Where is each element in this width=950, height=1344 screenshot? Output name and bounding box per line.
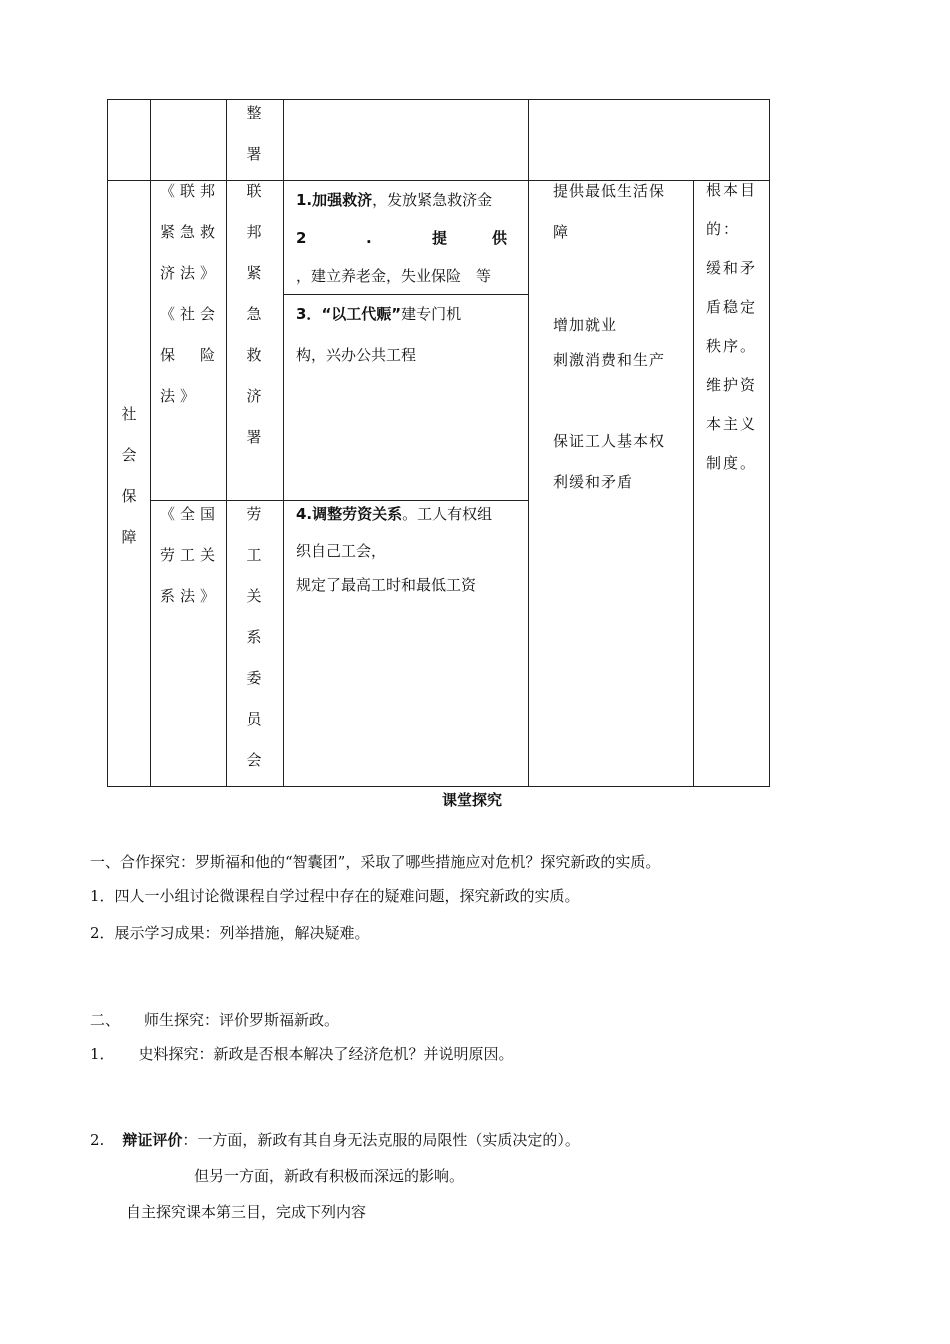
law-line: 保 险 bbox=[160, 346, 221, 364]
agency-char: 关 bbox=[246, 587, 262, 605]
measure-cell-4 bbox=[296, 494, 521, 602]
paragraph-number: 1． bbox=[90, 1045, 115, 1063]
table-border-right bbox=[769, 99, 770, 787]
table-border-top bbox=[107, 99, 769, 100]
agency-char: 工 bbox=[246, 546, 262, 564]
purpose-cell bbox=[706, 171, 766, 483]
table-border-left bbox=[107, 99, 108, 787]
law-line: 系法》 bbox=[160, 587, 221, 605]
measure-text: ，建立养老金，失业保险 等 bbox=[296, 267, 492, 285]
agency-char: 劳 bbox=[246, 505, 262, 523]
agency-char: 署 bbox=[246, 428, 262, 446]
measure-text: 织自己工会， bbox=[296, 542, 387, 560]
paragraph-3: 2．展示学习成果：列举措施，解决疑难。 bbox=[90, 924, 370, 942]
measure-text: 规定了最高工时和最低工资 bbox=[296, 576, 477, 594]
effect-line: 刺激消费和生产 bbox=[553, 351, 666, 369]
table-col-divider bbox=[693, 180, 694, 787]
paragraph-text: 师生探究：评价罗斯福新政。 bbox=[144, 1011, 340, 1029]
effect-line: 提供最低生活保 bbox=[553, 182, 666, 200]
purpose-line: 盾稳定 bbox=[706, 298, 758, 316]
agency-char: 整 bbox=[246, 104, 262, 122]
agency-char: 会 bbox=[246, 751, 262, 769]
paragraph-text: 史料探究：新政是否根本解决了经济危机？并说明原因。 bbox=[138, 1045, 514, 1063]
category-char: 障 bbox=[121, 528, 137, 546]
agency-char: 员 bbox=[246, 710, 262, 728]
table-border-bottom bbox=[107, 786, 769, 787]
law-line: 《社会 bbox=[160, 305, 221, 323]
category-char: 会 bbox=[121, 446, 137, 464]
measure-number: 2 bbox=[296, 229, 307, 247]
measure-text: 。工人有权组 bbox=[402, 505, 493, 523]
purpose-line: 缓和矛 bbox=[706, 259, 758, 277]
effect-line: 利缓和矛盾 bbox=[553, 473, 634, 491]
paragraph-5 bbox=[90, 1043, 514, 1065]
paragraph-7: 但另一方面，新政有积极而深远的影响。 bbox=[194, 1167, 465, 1185]
measure-number: 3． bbox=[296, 305, 322, 323]
top-agency-cell bbox=[244, 93, 264, 175]
agency-cell-1 bbox=[244, 171, 264, 458]
law-line: 《全国 bbox=[160, 505, 221, 523]
agency-char: 急 bbox=[246, 305, 262, 323]
category-char: 保 bbox=[121, 487, 137, 505]
table-col-divider bbox=[150, 99, 151, 787]
agency-char: 联 bbox=[246, 182, 262, 200]
paragraph-6 bbox=[90, 1129, 580, 1151]
purpose-line: 的： bbox=[706, 220, 741, 238]
law-line: 法》 bbox=[160, 387, 201, 405]
effect-line: 保证工人基本权 bbox=[553, 432, 666, 450]
agency-char: 署 bbox=[246, 145, 262, 163]
table-col-divider bbox=[226, 99, 227, 787]
measure-heading: 4.调整劳资关系 bbox=[296, 505, 403, 523]
purpose-line: 秩序。 bbox=[706, 337, 758, 355]
measure-dot: . bbox=[366, 229, 372, 247]
measure-text: 建专门机 bbox=[401, 305, 462, 323]
category-char: 社 bbox=[121, 405, 137, 423]
purpose-line: 维护资 bbox=[706, 376, 758, 394]
law-line: 《联邦 bbox=[160, 182, 221, 200]
effects-cell bbox=[553, 171, 688, 491]
paragraph-text: ：一方面，新政有其自身无法克服的局限性（实质决定的）。 bbox=[182, 1131, 580, 1149]
purpose-line: 制度。 bbox=[706, 454, 758, 472]
law-cell-2 bbox=[160, 494, 222, 617]
table-col-divider bbox=[283, 99, 284, 787]
agency-cell-2 bbox=[244, 494, 264, 781]
purpose-line: 本主义 bbox=[706, 415, 758, 433]
agency-char: 邦 bbox=[246, 223, 262, 241]
law-line: 劳工关 bbox=[160, 546, 221, 564]
measure-heading: 1.加强救济 bbox=[296, 191, 373, 209]
agency-char: 系 bbox=[246, 628, 262, 646]
section-title: 课堂探究 bbox=[442, 791, 503, 809]
effect-line: 增加就业 bbox=[553, 316, 618, 334]
table-col-divider bbox=[528, 99, 529, 787]
purpose-line: 根本目 bbox=[706, 181, 758, 199]
paragraph-8: 自主探究课本第三目，完成下列内容 bbox=[126, 1203, 367, 1221]
paragraph-2: 1．四人一小组讨论微课程自学过程中存在的疑难问题，探究新政的实质。 bbox=[90, 887, 580, 905]
agency-char: 委 bbox=[246, 669, 262, 687]
paragraph-heading: 辩证评价 bbox=[122, 1131, 183, 1149]
measure-text: 构，兴办公共工程 bbox=[296, 346, 417, 364]
paragraph-1: 一、合作探究：罗斯福和他的“智囊团”，采取了哪些措施应对危机？探究新政的实质。 bbox=[90, 853, 661, 871]
category-cell bbox=[119, 394, 139, 558]
law-line: 济法》 bbox=[160, 264, 221, 282]
measure-cell-3 bbox=[296, 294, 521, 376]
agency-char: 紧 bbox=[246, 264, 262, 282]
effect-line: 障 bbox=[553, 223, 570, 241]
measure-text: ，发放紧急救济金 bbox=[372, 191, 493, 209]
law-cell-1 bbox=[160, 171, 222, 417]
agency-char: 救 bbox=[246, 346, 262, 364]
measure-heading: 提 供 bbox=[432, 229, 508, 247]
measure-cell-1 bbox=[296, 181, 521, 295]
agency-char: 济 bbox=[246, 387, 262, 405]
paragraph-number: 二、 bbox=[90, 1011, 121, 1029]
law-line: 紧急救 bbox=[160, 223, 221, 241]
paragraph-number: 2. bbox=[90, 1131, 105, 1149]
paragraph-4 bbox=[90, 1009, 339, 1031]
measure-heading: “以工代赈” bbox=[321, 305, 402, 323]
